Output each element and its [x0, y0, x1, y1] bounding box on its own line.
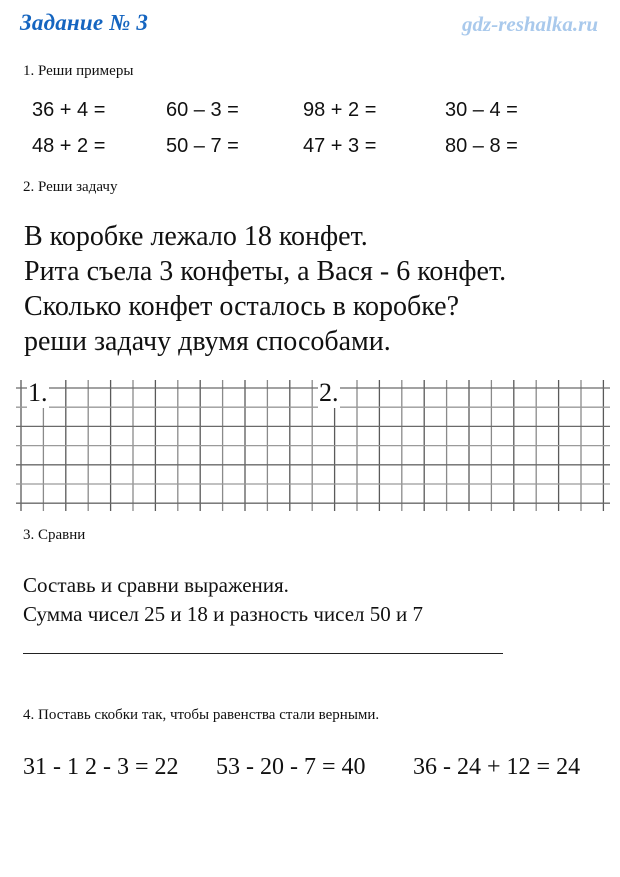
- math-example: 98 + 2 =: [303, 99, 377, 121]
- math-example: 47 + 3 =: [303, 135, 377, 157]
- problem-line: Рита съела 3 конфеты, а Вася - 6 конфет.: [24, 256, 507, 287]
- task3-heading: 3. Сравни: [23, 527, 86, 543]
- compare-task-text: [23, 571, 423, 629]
- problem-line: В коробке лежало 18 конфет.: [24, 221, 368, 252]
- task2-heading: 2. Реши задачу: [23, 179, 118, 195]
- math-row-2: [0, 135, 620, 161]
- equation: 36 - 24 + 12 = 24: [413, 754, 581, 780]
- math-example: 80 – 8 =: [445, 135, 518, 157]
- problem-line: Сколько конфет осталось в коробке?: [24, 291, 460, 322]
- math-example: 50 – 7 =: [166, 135, 239, 157]
- page-title: Задание № 3: [20, 10, 149, 35]
- grid-label-method-2: 2.: [319, 378, 339, 407]
- compare-line: Сумма чисел 25 и 18 и разность чисел 50 и 7: [23, 602, 423, 626]
- math-row-1: [0, 99, 620, 125]
- word-problem: [24, 219, 506, 359]
- task4-heading: 4. Поставь скобки так, чтобы равенства стали верными.: [23, 707, 380, 723]
- answer-line[interactable]: [23, 653, 503, 654]
- math-example: 36 + 4 =: [32, 99, 106, 121]
- equation: 31 - 1 2 - 3 = 22: [23, 754, 179, 780]
- site-watermark: gdz-reshalka.ru: [462, 12, 598, 36]
- compare-line: Составь и сравни выражения.: [23, 573, 289, 597]
- math-example: 60 – 3 =: [166, 99, 239, 121]
- equation: 53 - 20 - 7 = 40: [216, 754, 366, 780]
- squared-grid[interactable]: [16, 380, 610, 511]
- problem-line: реши задачу двумя способами.: [24, 326, 391, 357]
- math-example: 30 – 4 =: [445, 99, 518, 121]
- grid-label-method-1: 1.: [28, 378, 48, 407]
- task1-heading: 1. Реши примеры: [23, 63, 134, 79]
- math-example: 48 + 2 =: [32, 135, 106, 157]
